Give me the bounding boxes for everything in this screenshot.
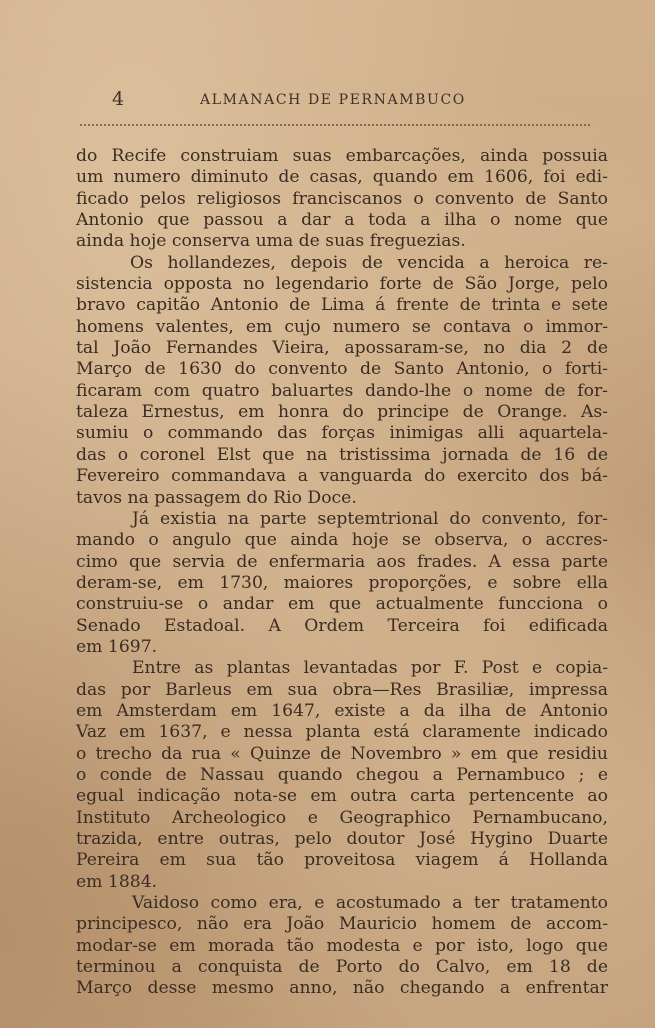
- text-line: terminou a conquista de Porto do Calvo, em 18 de: [76, 957, 608, 978]
- body-text: [76, 146, 608, 1000]
- text-line: mando o angulo que ainda hoje se observa, o accres-: [76, 530, 608, 551]
- text-line: tavos na passagem do Rio Doce.: [76, 487, 357, 508]
- page-header: [0, 88, 655, 114]
- text-line: tal João Fernandes Vieira, apossaram-se, no dia 2 de: [76, 338, 608, 359]
- text-line: principesco, não era João Mauricio homem de accom-: [76, 914, 608, 935]
- text-line: em Amsterdam em 1647, existe a da ilha de Antonio: [76, 700, 608, 721]
- paragraph: [76, 893, 608, 1000]
- header-divider: [80, 124, 590, 126]
- text-line: Pereira em sua tão proveitosa viagem á Hollanda: [76, 850, 608, 871]
- paragraph: [76, 509, 608, 658]
- text-line: sistencia opposta no legendario forte de São Jorge, pelo: [76, 274, 608, 295]
- text-line: trazida, entre outras, pelo doutor José Hygino Duarte: [76, 829, 608, 849]
- paragraph: [76, 253, 608, 509]
- paragraph: [76, 658, 608, 893]
- running-title: ALMANACH DE PERNAMBUCO: [200, 92, 466, 108]
- text-line: Instituto Archeologico e Geographico Pernambucano,: [76, 807, 608, 828]
- text-line: construiu-se o andar em que actualmente funcciona o: [76, 594, 608, 615]
- paragraph: [76, 146, 608, 253]
- text-line: bravo capitão Antonio de Lima á frente de trinta e sete: [76, 295, 608, 316]
- text-line: homens valentes, em cujo numero se contava o immor-: [76, 316, 608, 337]
- text-line: Março desse mesmo anno, não chegando a enfrentar: [76, 978, 608, 999]
- text-line: ficado pelos religiosos franciscanos o convento de Santo: [76, 188, 608, 209]
- text-line: das por Barleus em sua obra—Res Brasiliæ, impressa: [76, 679, 608, 700]
- text-line: Antonio que passou a dar a toda a ilha o nome que: [76, 210, 608, 231]
- text-line: em 1697.: [76, 636, 158, 657]
- text-line: Entre as plantas levantadas por F. Post e copia-: [132, 658, 608, 679]
- text-line: do Recife construiam suas embarcações, ainda possuia: [76, 146, 608, 166]
- text-line: cimo que servia de enfermaria aos frades. A essa parte: [76, 551, 608, 572]
- text-line: Março de 1630 do convento de Santo Antonio, o forti-: [76, 359, 608, 380]
- text-line: o conde de Nassau quando chegou a Pernambuco ; e: [76, 764, 608, 785]
- text-line: ainda hoje conserva uma de suas freguezias.: [76, 231, 466, 252]
- text-line: modar-se em morada tão modesta e por isto, logo que: [76, 935, 608, 956]
- text-line: das o coronel Elst que na tristissima jornada de 16 de: [76, 444, 608, 465]
- text-line: deram-se, em 1730, maiores proporções, e sobre ella: [76, 572, 608, 593]
- text-line: Os hollandezes, depois de vencida a heroica re-: [130, 252, 608, 273]
- text-line: um numero diminuto de casas, quando em 1606, foi edi-: [76, 167, 608, 188]
- text-line: Vaz em 1637, e nessa planta está claramente indicado: [76, 722, 608, 743]
- text-line: Fevereiro commandava a vanguarda do exercito dos bá-: [76, 466, 608, 487]
- text-line: Já existia na parte septemtrional do convento, for-: [132, 508, 608, 529]
- text-line: em 1884.: [76, 871, 158, 892]
- text-line: egual indicação nota-se em outra carta pertencente ao: [76, 786, 608, 807]
- page-number: 4: [112, 88, 126, 110]
- text-line: ficaram com quatro baluartes dando-lhe o nome de for-: [76, 380, 608, 401]
- text-line: Senado Estadoal. A Ordem Terceira foi edificada: [76, 615, 608, 636]
- text-line: taleza Ernestus, em honra do principe de Orange. As-: [76, 402, 608, 423]
- text-line: Vaidoso como era, e acostumado a ter tratamento: [132, 893, 608, 914]
- text-line: sumiu o commando das forças inimigas alli aquartela-: [76, 423, 608, 444]
- text-line: o trecho da rua « Quinze de Novembro » em que residiu: [76, 743, 608, 764]
